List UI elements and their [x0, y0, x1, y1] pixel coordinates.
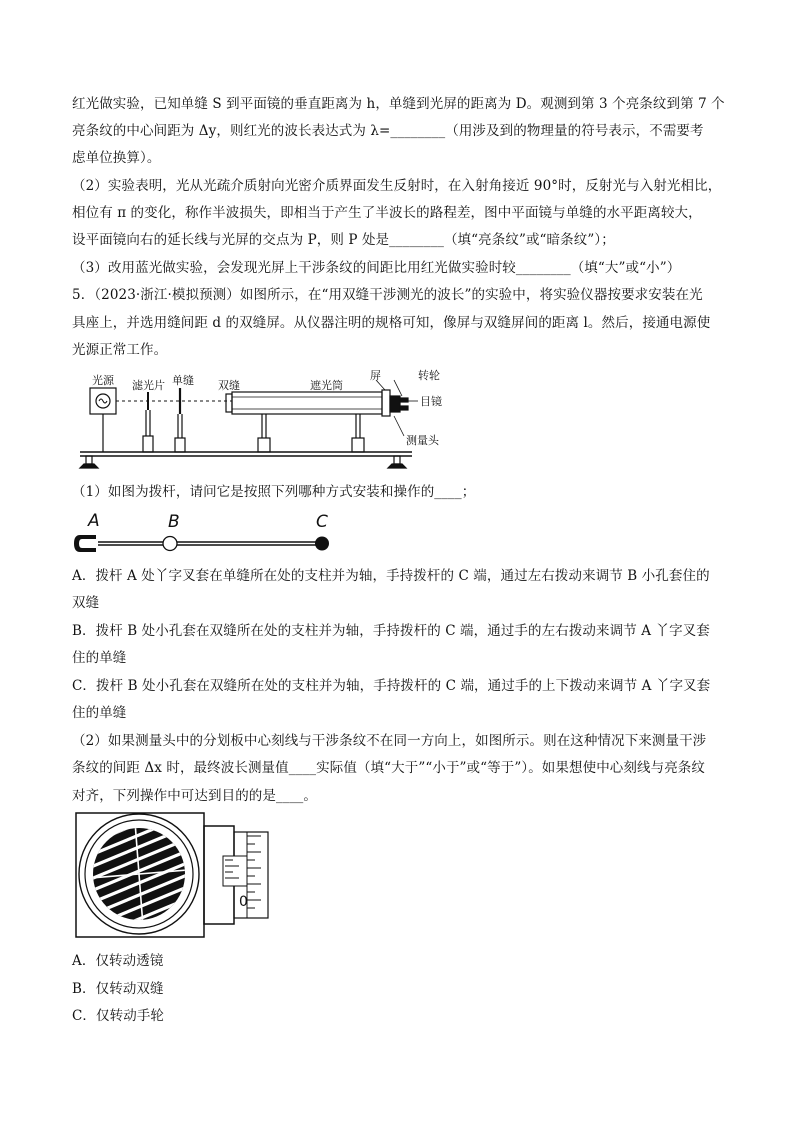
label-wheel: 转轮 [418, 369, 440, 382]
option-a-line: A．拨杆 A 处丫字叉套在单缝所在处的支柱并为轴，手持拨杆的 C 端，通过左右拨动来调节 B 小孔套住的 [72, 568, 710, 584]
measuring-head-view-figure [75, 812, 275, 942]
q4-text-line: 红光做实验，已知单缝 S 到平面镜的垂直距离为 h，单缝到光屏的距离为 D。观测到第 3 个亮条纹到第 7 个 [72, 96, 725, 112]
choice-b: B．仅转动双缝 [72, 981, 164, 997]
q5-sub2-line: 对齐，下列操作中可达到目的的是____。 [72, 788, 317, 804]
choice-a: A．仅转动透镜 [72, 953, 164, 969]
option-c-line: C．拨杆 B 处小孔套在双缝所在处的支柱并为轴，手持拨杆的 C 端，通过手的上下拨动来调节 A 丫字叉套 [72, 678, 711, 694]
option-b-line: 住的单缝 [72, 650, 127, 666]
label-eyepiece: 目镜 [420, 395, 442, 408]
q4-part3-line: （3）改用蓝光做实验，会发现光屏上干涉条纹的间距比用红光做实验时较________（填“大”或“小”） [72, 260, 681, 276]
q4-text-line: 虑单位换算）。 [72, 150, 161, 166]
q5-sub2-line: 条纹的间距 Δx 时，最终波长测量值____实际值（填“大于”“小于”或“等于”）。如果想使中心刻线与亮条纹 [72, 760, 706, 776]
option-a-line: 双缝 [72, 595, 100, 611]
rod-label-a: A [88, 511, 100, 531]
lever-rod-figure [72, 510, 342, 554]
q4-part2-line: 相位有 π 的变化，称作半波损失，即相当于产生了半波长的路程差，图中平面镜与单缝的水平距离较大， [72, 205, 702, 221]
label-screen: 屏 [370, 369, 381, 382]
q5-stem-line: 5．（2023·浙江·模拟预测）如图所示，在“用双缝干涉测光的波长”的实验中，将实验仪器按要求安装在光 [72, 287, 703, 303]
hole-b [163, 537, 177, 551]
q5-stem-line: 光源正常工作。 [72, 342, 168, 358]
q5-sub1: （1）如图为拨杆，请问它是按照下列哪种方式安装和操作的____； [72, 484, 476, 500]
label-light-source: 光源 [92, 374, 114, 387]
q5-sub2-line: （2）如果测量头中的分划板中心刻线与干涉条纹不在同一方向上，如图所示。则在这种情况下来测量干涉 [72, 733, 707, 749]
label-double-slit: 双缝 [218, 379, 240, 392]
label-single-slit: 单缝 [172, 374, 194, 387]
light-shield-tube [232, 392, 382, 414]
fork-end-a [74, 535, 96, 552]
micrometer-zero-label: 0 [239, 894, 248, 910]
label-measuring-head: 测量头 [406, 434, 439, 447]
label-tube: 遮光筒 [310, 379, 343, 392]
double-slit-apparatus-figure [72, 368, 492, 474]
option-c-line: 住的单缝 [72, 705, 127, 721]
knob-c [315, 537, 329, 551]
label-filter: 滤光片 [132, 379, 165, 392]
q4-part2-line: （2）实验表明，光从光疏介质射向光密介质界面发生反射时，在入射角接近 90°时，反射光与入射光相比， [72, 178, 722, 194]
rod-label-b: B [168, 512, 180, 532]
q4-text-line: 亮条纹的中心间距为 Δy，则红光的波长表达式为 λ=________（用涉及到的物理量的符号表示，不需要考 [72, 123, 704, 139]
choice-c: C．仅转动手轮 [72, 1008, 165, 1024]
option-b-line: B．拨杆 B 处小孔套在双缝所在处的支柱并为轴，手持拨杆的 C 端，通过手的左右拨动来调节 A 丫字叉套 [72, 623, 710, 639]
q5-stem-line: 具座上，并选用缝间距 d 的双缝屏。从仪器注明的规格可知，像屏与双缝屏间的距离 l。然后，接通电源使 [72, 315, 711, 331]
q4-part2-line: 设平面镜向右的延长线与光屏的交点为 P，则 P 处是________（填“亮条纹”或“暗条纹”）； [72, 232, 615, 248]
rod-label-c: C [316, 512, 328, 532]
